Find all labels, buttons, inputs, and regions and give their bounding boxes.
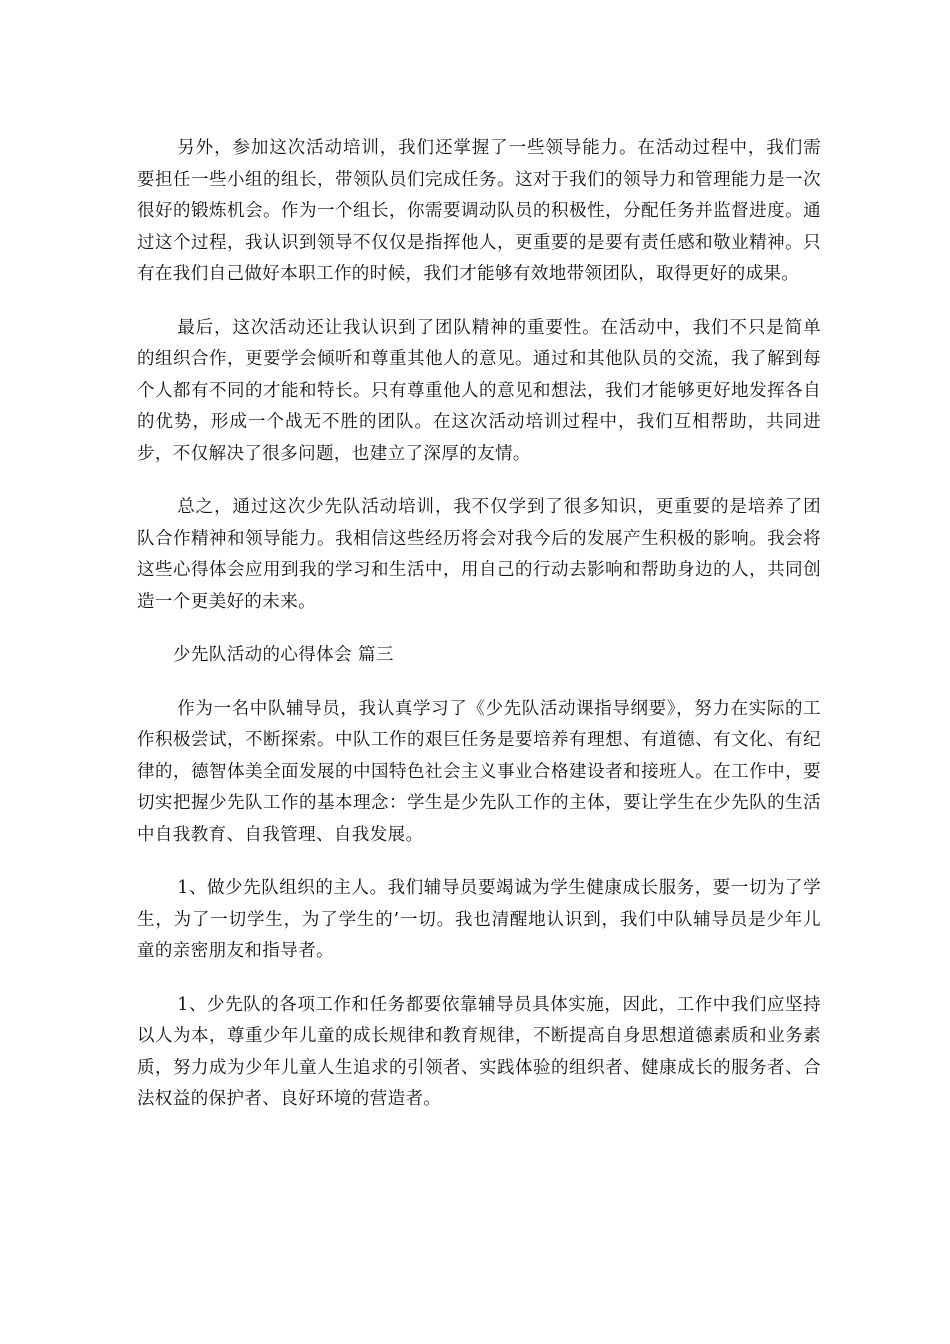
paragraph-team-spirit: 最后，这次活动还让我认识到了团队精神的重要性。在活动中，我们不只是简单的组织合作，更要学会倾听和尊重其他人的意见。通过和其他队员的交流，我了解到每个人都有不同的才能和特长。只有尊重他人的意见和想法，我们才能够更好地发挥各自的优势，形成一个战无不胜的团队。在这次活动培训过程中，我们互相帮助，共同进步，不仅解决了很多问题，也建立了深厚的友情。 (137, 317, 821, 464)
paragraph-leadership: 另外，参加这次活动培训，我们还掌握了一些领导能力。在活动过程中，我们需要担任一些小组的组长，带领队员们完成任务。这对于我们的领导力和管理能力是一次很好的锻炼机会。作为一个组长，你需要调动队员的积极性，分配任务并监督进度。通过这个过程，我认识到领导不仅仅是指挥他人，更重要的是要有责任感和敬业精神。只有在我们自己做好本职工作的时候，我们才能够有效地带领团队，取得更好的成果。 (137, 138, 821, 284)
paragraph-counselor-intro: 作为一名中队辅导员，我认真学习了《少先队活动课指导纲要》，努力在实际的工作积极尝试，不断探索。中队工作的艰巨任务是要培养有理想、有道德、有文化、有纪律的，德智体美全面发展的中国特色社会主义事业合格建设者和接班人。在工作中，要切实把握少先队工作的基本理念：学生是少先队工作的主体，要让学生在少先队的生活中自我教育、自我管理、自我发展。 (137, 698, 821, 845)
paragraph-point-one-b: 1、少先队的各项工作和任务都要依靠辅导员具体实施，因此，工作中我们应坚持以人为本，尊重少年儿童的成长规律和教育规律，不断提高自身思想道德素质和业务素质，努力成为少年儿童人生追求的引领者、实践体验的组织者、健康成长的服务者、合法权益的保护者、良好环境的营造者。 (137, 994, 821, 1109)
paragraph-point-one: 1、做少先队组织的主人。我们辅导员要竭诚为学生健康成长服务，要一切为了学生，为了一切学生，为了学生的’一切。我也清醒地认识到，我们中队辅导员是少年儿童的亲密朋友和指导者。 (137, 878, 821, 961)
paragraph-conclusion: 总之，通过这次少先队活动培训，我不仅学到了很多知识，更重要的是培养了团队合作精神和领导能力。我相信这些经历将会对我今后的发展产生积极的影响。我会将这些心得体会应用到我的学习和生活中，用自己的行动去影响和帮助身边的人，共同创造一个更美好的未来。 (137, 497, 821, 612)
section-heading: 少先队活动的心得体会 篇三 (173, 645, 394, 665)
document-body (137, 133, 821, 1138)
